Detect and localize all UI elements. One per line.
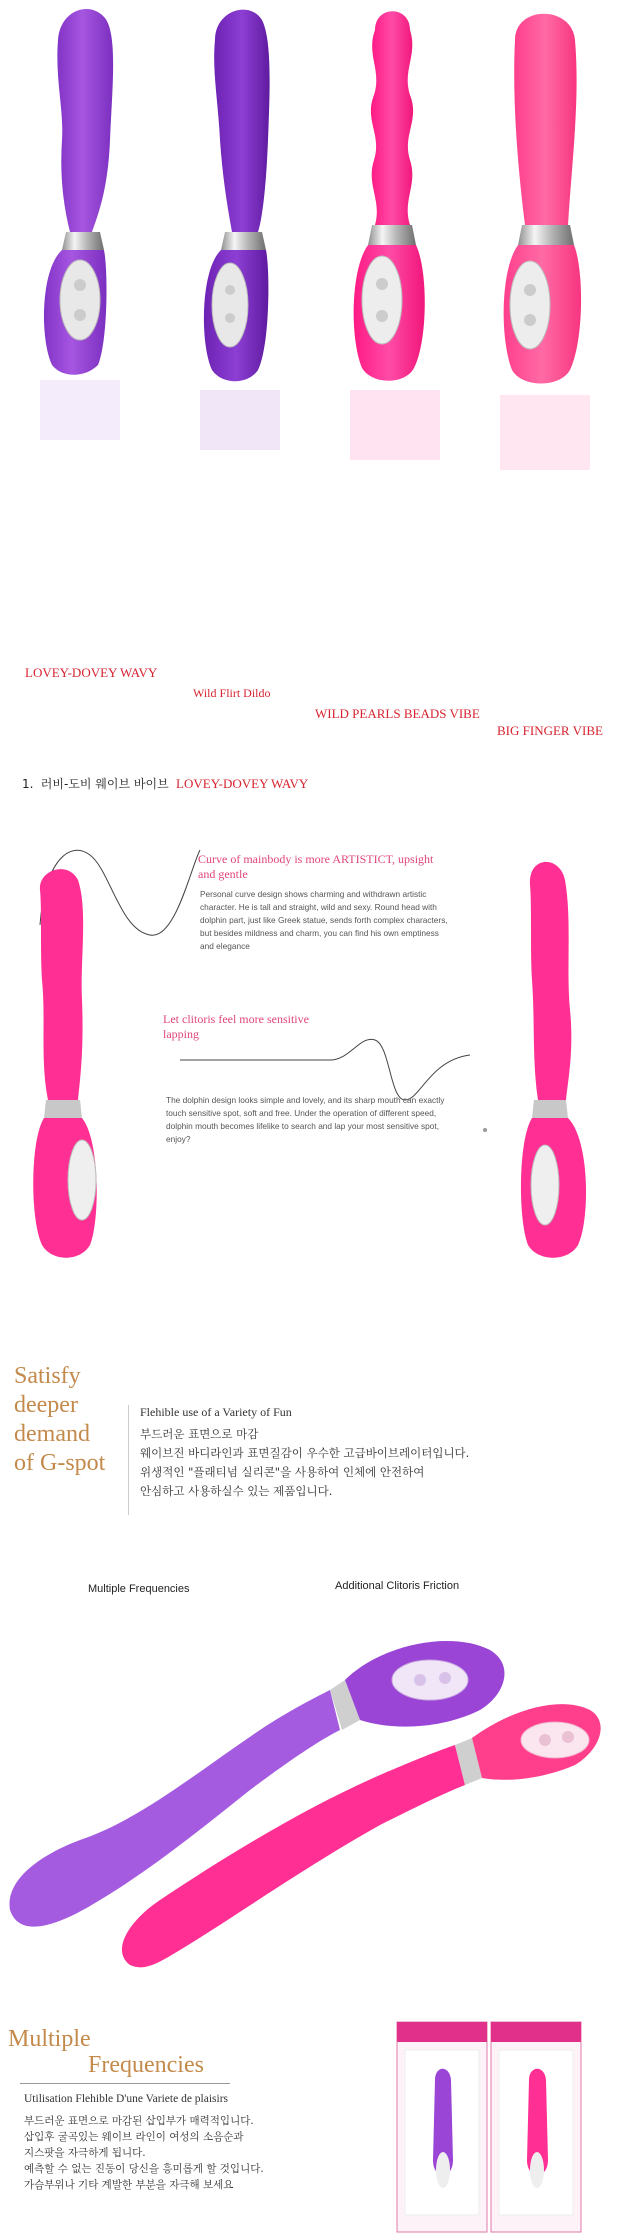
bottom-line-2: 삽입후 굴곡있는 웨이브 라인이 여성의 소음순과 [24, 2131, 244, 2143]
packaging-image [395, 2020, 585, 2235]
label-big-finger-vibe: BIG FINGER VIBE [497, 723, 603, 738]
product-big-finger-vibe [500, 14, 590, 470]
bottom-headline-line2: Frequencies [88, 2052, 204, 2078]
gspot-line-2: 웨이브진 바디라인과 표면질감이 우수한 고급바이브레이터입니다. [140, 1446, 470, 1460]
bottom-subtitle: Utilisation Flehible D'une Variete de plaisirs [24, 2093, 229, 2105]
feature2-body: The dolphin design looks simple and lovely, and its sharp mouth can exactly touch sensitive spot, soft and free. Under the operation of different speed, dolphin mouth becomes lifelike to search and lap your most sensitive spot, enjoy? [166, 1095, 445, 1144]
feature1-body: Personal curve design shows charming and withdrawn artistic character. He is tall and straight, wild and sexy. Round head with dolphin part, just like Greek statue, sends forth complex characters, but besides mildness and charm, you can find his own emptiness and elegance [200, 889, 448, 951]
packaging-illustration [395, 2020, 585, 2235]
bottom-line-1: 부드러운 표면으로 마감된 삽입부가 매력적입니다. [24, 2115, 254, 2127]
gspot-description [140, 1425, 469, 1501]
feature2-heading: Let clitoris feel more sensitive lapping [163, 1012, 309, 1041]
label-wild-pearls-beads-vibe: WILD PEARLS BEADS VIBE [315, 706, 480, 721]
section1-number: 1. [22, 777, 34, 791]
gspot-line-4: 안심하고 사용하실수 있는 제품입니다. [140, 1484, 333, 1498]
product-lineup [0, 0, 631, 740]
gspot-headline [14, 1362, 105, 1478]
frequencies-label-right: Additional Clitoris Friction [335, 1580, 460, 1592]
label-wild-flirt-dildo: Wild Flirt Dildo [193, 686, 271, 700]
section1-title-en: LOVEY-DOVEY WAVY [176, 776, 309, 791]
gspot-divider [128, 1405, 129, 1515]
bottom-line-4: 예측할 수 없는 진동이 당신을 흥미롭게 할 것입니다. [24, 2163, 264, 2175]
gspot-line-1: 부드러운 표면으로 마감 [140, 1427, 259, 1441]
feature1-heading: Curve of mainbody is more ARTISTICT, upsight and gentle [198, 852, 434, 881]
product-lineup-image [0, 0, 631, 740]
frequencies-illustration [0, 1600, 631, 1980]
gspot-headline-line1: Satisfy [14, 1363, 81, 1389]
gspot-headline-line4: of G-spot [14, 1450, 106, 1476]
bottom-headline-line1: Multiple [8, 2026, 91, 2052]
frequencies-image [0, 1600, 631, 1980]
label-lovey-dovey-wavy: LOVEY-DOVEY WAVY [25, 665, 158, 680]
section1-title [22, 775, 308, 792]
product-lovey-dovey-wavy [40, 9, 120, 440]
gspot-headline-line2: deeper [14, 1392, 78, 1418]
gspot-subtitle: Flehible use of a Variety of Fun [140, 1405, 292, 1419]
section1-title-kor: 러비-도비 웨이브 바이브 [40, 777, 169, 791]
bottom-divider [20, 2083, 230, 2084]
bottom-description [24, 2113, 264, 2193]
frequencies-label-left: Multiple Frequencies [88, 1583, 190, 1595]
bottom-line-3: 지스팟을 자극하게 됩니다. [24, 2147, 146, 2159]
product-wild-pearls-beads-vibe [350, 11, 440, 460]
product-wild-flirt-dildo [200, 10, 280, 450]
gspot-line-3: 위생적인 "플래티넘 실리콘"을 사용하여 인체에 안전하여 [140, 1465, 425, 1479]
bottom-line-5: 가슴부위나 기타 계발한 부분을 자극해 보세요 [24, 2179, 234, 2191]
gspot-headline-line3: demand [14, 1421, 90, 1447]
